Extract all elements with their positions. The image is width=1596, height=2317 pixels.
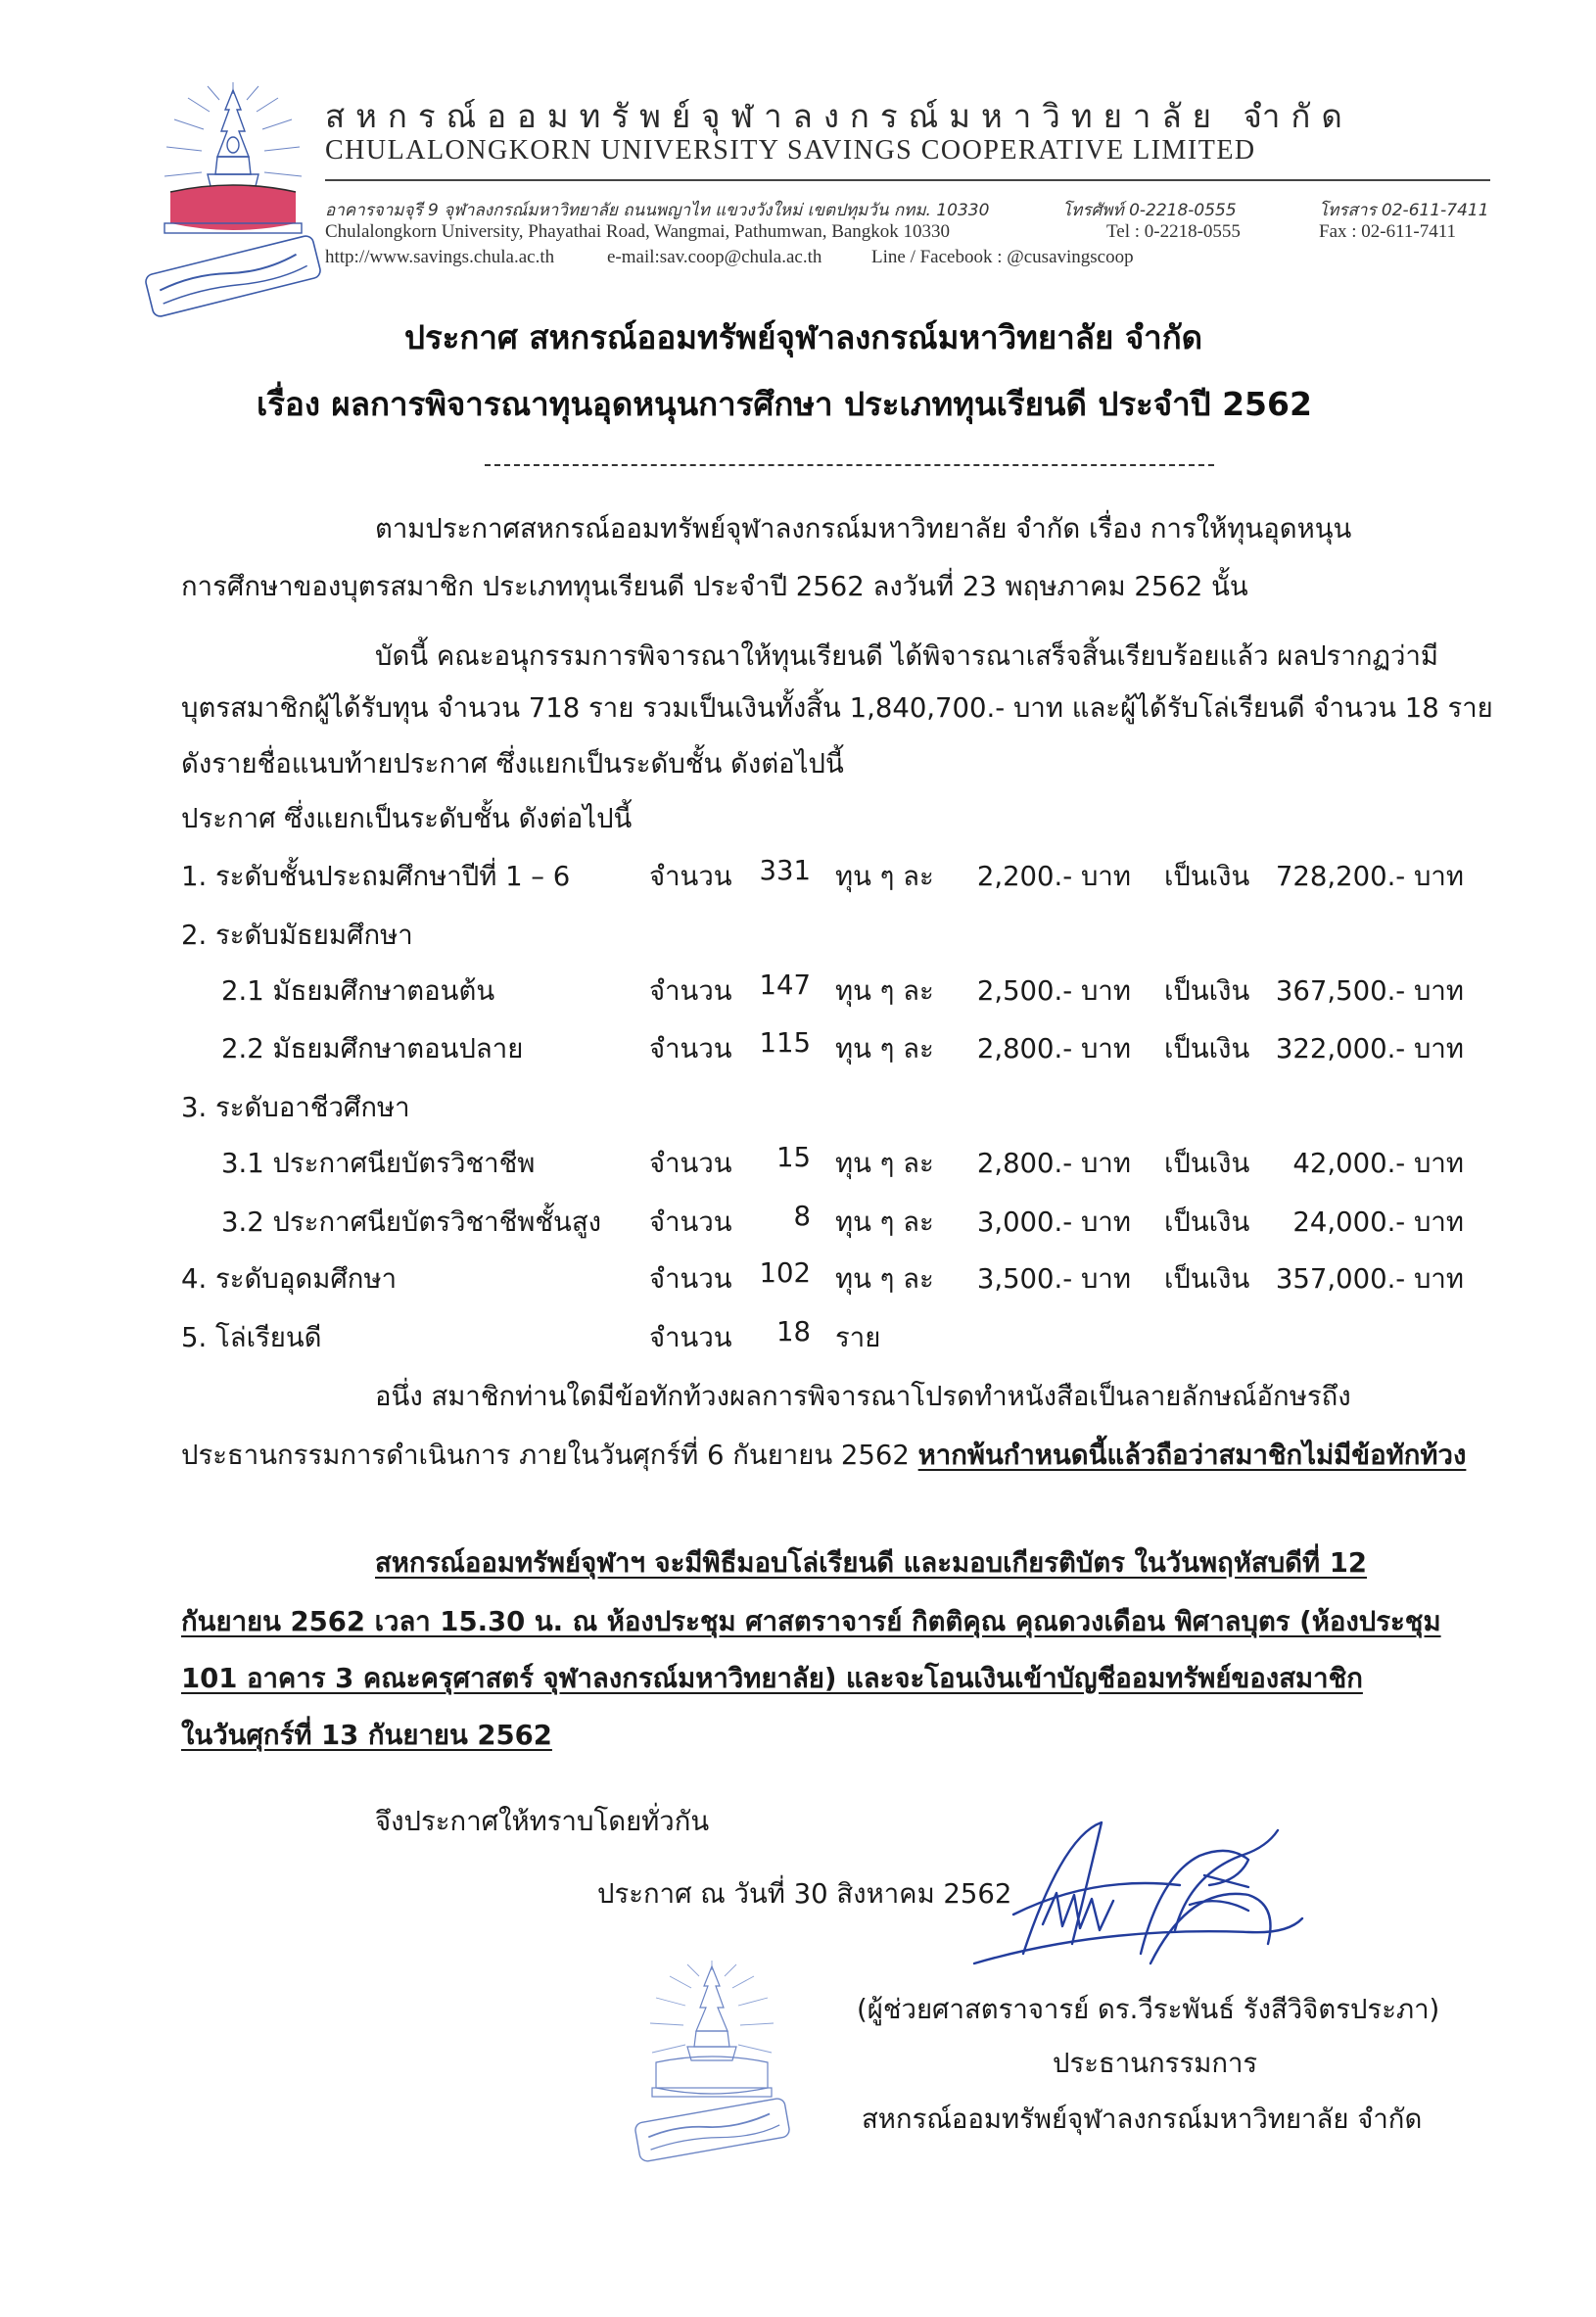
org-name-thai: สหกรณ์ออมทรัพย์จุฬาลงกรณ์มหาวิทยาลัย จำกัด xyxy=(325,97,1353,135)
objection-deadline: ประธานกรรมการดำเนินการ ภายในวันศุกร์ที่ 6 กันยายน 2562 xyxy=(181,1440,910,1471)
row-primary-qty-label: จำนวน xyxy=(649,861,732,892)
row-higher-education-qty-label: จำนวน xyxy=(649,1263,732,1295)
row-primary-total-label: เป็นเงิน xyxy=(1164,861,1250,892)
row-upper-secondary-label: 2.2 มัธยมศึกษาตอนปลาย xyxy=(221,1033,524,1064)
closing-notice: จึงประกาศให้ทราบโดยทั่วกัน xyxy=(375,1806,710,1837)
row-lower-secondary-amount: 2,500.- บาท xyxy=(976,975,1131,1007)
row-upper-secondary-qty: 115 xyxy=(759,1027,811,1059)
row-higher-education-per: ทุน ๆ ละ xyxy=(835,1263,934,1295)
row-vocational-cert-qty-label: จำนวน xyxy=(649,1148,732,1179)
row-primary-qty: 331 xyxy=(759,855,811,886)
announcement-subject: เรื่อง ผลการพิจารณาทุนอุดหนุนการศึกษา ประเภททุนเรียนดี ประจำปี 2562 xyxy=(257,385,1312,423)
ceremony-line-1: สหกรณ์ออมทรัพย์จุฬาฯ จะมีพิธีมอบโล่เรียนดี และมอบเกียรติบัตร ในวันพฤหัสบดีที่ 12 xyxy=(375,1547,1368,1579)
objection-deadline-warning: หากพ้นกำหนดนี้แล้วถือว่าสมาชิกไม่มีข้อทักท้วง xyxy=(917,1440,1467,1471)
row-upper-secondary-amount: 2,800.- บาท xyxy=(976,1033,1131,1064)
objection-line-1: อนึ่ง สมาชิกท่านใดมีข้อทักท้วงผลการพิจารณาโปรดทำหนังสือเป็นลายลักษณ์อักษรถึง xyxy=(375,1381,1351,1412)
row-high-vocational-label: 3.2 ประกาศนียบัตรวิชาชีพชั้นสูง xyxy=(221,1206,602,1238)
row-high-vocational-total: 24,000.- บาท xyxy=(1292,1206,1464,1238)
ceremony-line-4: ในวันศุกร์ที่ 13 กันยายน 2562 xyxy=(181,1720,552,1751)
row-lower-secondary-qty: 147 xyxy=(759,969,811,1001)
address-thai: อาคารจามจุรี 9 จุฬาลงกรณ์มหาวิทยาลัย ถนนพญาไท แขวงวังใหม่ เขตปทุมวัน กทม. 10330 xyxy=(325,201,990,220)
fax-thai: โทรสาร 02-611-7411 xyxy=(1319,201,1489,220)
signer-organization: สหกรณ์ออมทรัพย์จุฬาลงกรณ์มหาวิทยาลัย จำกัด xyxy=(862,2104,1423,2135)
announcement-date: ประกาศ ณ วันที่ 30 สิงหาคม 2562 xyxy=(597,1878,1012,1910)
row-high-vocational-amount: 3,000.- บาท xyxy=(976,1206,1131,1238)
row-lower-secondary-total-label: เป็นเงิน xyxy=(1164,975,1250,1007)
announcement-title: ประกาศ สหกรณ์ออมทรัพย์จุฬาลงกรณ์มหาวิทยาลัย จำกัด xyxy=(404,318,1203,356)
org-name-english: CHULALONGKORN UNIVERSITY SAVINGS COOPERATIVE LIMITED xyxy=(325,135,1256,166)
row-plaque-label: 5. โล่เรียนดี xyxy=(181,1322,322,1353)
row-lower-secondary-total: 367,500.- บาท xyxy=(1275,975,1464,1007)
row-upper-secondary-total: 322,000.- บาท xyxy=(1275,1033,1464,1064)
row-primary-amount: 2,200.- บาท xyxy=(976,861,1131,892)
row-upper-secondary-qty-label: จำนวน xyxy=(649,1033,732,1064)
row-plaque-qty: 18 xyxy=(776,1316,811,1348)
ceremony-line-3: 101 อาคาร 3 คณะครุศาสตร์ จุฬาลงกรณ์มหาวิทยาลัย) และจะโอนเงินเข้าบัญชีออมทรัพย์ของสมาชิก xyxy=(181,1663,1363,1694)
row-secondary-label: 2. ระดับมัธยมศึกษา xyxy=(181,920,413,951)
paragraph-1-line-2: การศึกษาของบุตรสมาชิก ประเภททุนเรียนดี ประจำปี 2562 ลงวันที่ 23 พฤษภาคม 2562 นั้น xyxy=(181,571,1248,602)
cooperative-stamp xyxy=(627,1959,798,2169)
row-lower-secondary-label: 2.1 มัธยมศึกษาตอนต้น xyxy=(221,975,495,1007)
paragraph-2-line-4: ประกาศ ซึ่งแยกเป็นระดับชั้น ดังต่อไปนี้ xyxy=(181,803,633,834)
row-plaque-qty-label: จำนวน xyxy=(649,1322,732,1353)
website-link[interactable]: http://www.savings.chula.ac.th xyxy=(325,247,555,267)
signer-title: ประธานกรรมการ xyxy=(1053,2048,1258,2079)
row-primary-per: ทุน ๆ ละ xyxy=(835,861,934,892)
address-english: Chulalongkorn University, Phayathai Road, Wangmai, Pathumwan, Bangkok 10330 xyxy=(325,221,951,242)
row-higher-education-total: 357,000.- บาท xyxy=(1275,1263,1464,1295)
row-plaque-per: ราย xyxy=(835,1322,881,1353)
row-high-vocational-qty: 8 xyxy=(793,1201,811,1232)
signer-name: (ผู้ช่วยศาสตราจารย์ ดร.วีระพันธ์ รังสีวิจิตรประภา) xyxy=(857,1994,1440,2025)
row-vocational-cert-qty: 15 xyxy=(776,1142,811,1173)
row-primary-label: 1. ระดับชั้นประถมศึกษาปีที่ 1 – 6 xyxy=(181,861,571,892)
header-divider xyxy=(325,179,1490,181)
row-upper-secondary-per: ทุน ๆ ละ xyxy=(835,1033,934,1064)
row-vocational-label: 3. ระดับอาชีวศึกษา xyxy=(181,1092,410,1123)
row-higher-education-qty: 102 xyxy=(759,1257,811,1289)
title-divider xyxy=(485,464,1214,466)
cooperative-logo xyxy=(135,80,331,320)
row-vocational-cert-per: ทุน ๆ ละ xyxy=(835,1148,934,1179)
row-high-vocational-total-label: เป็นเงิน xyxy=(1164,1206,1250,1238)
fax-english: Fax : 02-611-7411 xyxy=(1319,221,1457,242)
row-high-vocational-per: ทุน ๆ ละ xyxy=(835,1206,934,1238)
email-link[interactable]: e-mail:sav.coop@chula.ac.th xyxy=(607,247,822,267)
social-handle: Line / Facebook : @cusavingscoop xyxy=(871,247,1134,267)
paragraph-2-line-3: ดังรายชื่อแนบท้ายประกาศ ซึ่งแยกเป็นระดับชั้น ดังต่อไปนี้ xyxy=(181,748,844,780)
row-high-vocational-qty-label: จำนวน xyxy=(649,1206,732,1238)
row-primary-total: 728,200.- บาท xyxy=(1275,861,1464,892)
phone-english: Tel : 0-2218-0555 xyxy=(1106,221,1241,242)
row-lower-secondary-qty-label: จำนวน xyxy=(649,975,732,1007)
row-upper-secondary-total-label: เป็นเงิน xyxy=(1164,1033,1250,1064)
row-higher-education-label: 4. ระดับอุดมศึกษา xyxy=(181,1263,398,1295)
row-lower-secondary-per: ทุน ๆ ละ xyxy=(835,975,934,1007)
row-vocational-cert-total: 42,000.- บาท xyxy=(1292,1148,1464,1179)
row-higher-education-total-label: เป็นเงิน xyxy=(1164,1263,1250,1295)
paragraph-2-line-1: บัดนี้ คณะอนุกรรมการพิจารณาให้ทุนเรียนดี ได้พิจารณาเสร็จสิ้นเรียบร้อยแล้ว ผลปรากฏว่ามี xyxy=(375,640,1439,672)
paragraph-1-line-1: ตามประกาศสหกรณ์ออมทรัพย์จุฬาลงกรณ์มหาวิทยาลัย จำกัด เรื่อง การให้ทุนอุดหนุน xyxy=(375,513,1352,544)
row-vocational-cert-total-label: เป็นเงิน xyxy=(1164,1148,1250,1179)
row-vocational-cert-label: 3.1 ประกาศนียบัตรวิชาชีพ xyxy=(221,1148,536,1179)
objection-line-2 xyxy=(181,1434,1466,1477)
row-higher-education-amount: 3,500.- บาท xyxy=(976,1263,1131,1295)
row-vocational-cert-amount: 2,800.- บาท xyxy=(976,1148,1131,1179)
ceremony-line-2: กันยายน 2562 เวลา 15.30 น. ณ ห้องประชุม ศาสตราจารย์ กิตติคุณ คุณดวงเดือน พิศาลบุตร (ห้องประชุม xyxy=(181,1606,1441,1637)
paragraph-2-line-2: บุตรสมาชิกผู้ได้รับทุน จำนวน 718 ราย รวมเป็นเงินทั้งสิ้น 1,840,700.- บาท และผู้ได้รับโล่เรียนดี จำนวน 18 ราย xyxy=(181,692,1493,724)
phone-thai: โทรศัพท์ 0-2218-0555 xyxy=(1062,201,1237,220)
signature xyxy=(955,1817,1317,1983)
